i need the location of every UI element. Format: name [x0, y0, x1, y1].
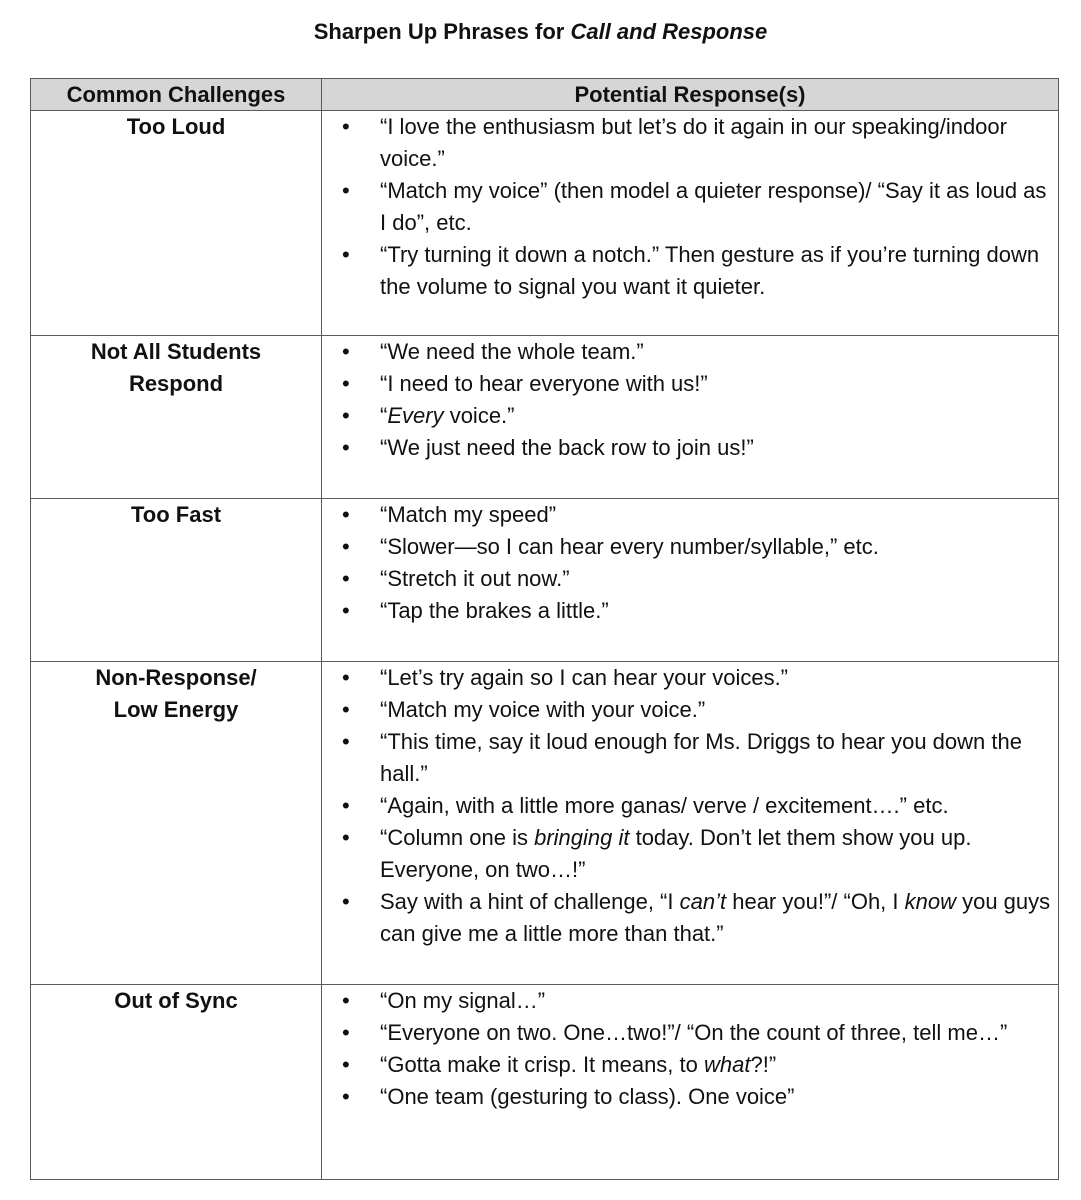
response-list: [322, 499, 1058, 627]
response-text: “Tap the brakes a little.”: [380, 598, 609, 623]
table-row: [31, 662, 1059, 985]
challenge-label: Out of Sync: [114, 988, 238, 1013]
response-text: “Slower—so I can hear every number/syllable,” etc.: [380, 534, 879, 559]
challenge-label: Too Fast: [130, 502, 222, 527]
response-item: [322, 499, 1058, 531]
table-row: [31, 336, 1059, 499]
column-header-responses: Potential Response(s): [322, 79, 1059, 111]
responses-cell: [322, 985, 1059, 1180]
response-item: [322, 111, 1058, 175]
response-item: [322, 790, 1058, 822]
responses-cell: [322, 111, 1059, 336]
response-text-italic: know: [904, 889, 956, 914]
response-list: [322, 662, 1058, 950]
table-row: [31, 111, 1059, 336]
responses-cell: [322, 499, 1059, 662]
challenge-label: Too Loud: [126, 114, 226, 139]
response-text: “: [380, 403, 388, 428]
response-text: “I need to hear everyone with us!”: [380, 371, 708, 396]
challenge-cell: [31, 662, 322, 985]
response-text: “Let’s try again so I can hear your voices.”: [380, 665, 789, 690]
response-text: you guys can give me a little more than that.”: [380, 889, 1051, 946]
response-text: “One team (gesturing to class). One voice”: [380, 1084, 795, 1109]
response-item: [322, 694, 1058, 726]
response-text: “Match my voice” (then model a quieter response)/ “Say it as loud as I do”, etc.: [380, 178, 1047, 235]
challenge-cell: [31, 499, 322, 662]
response-item: [322, 726, 1058, 790]
response-text-italic: Every: [387, 403, 444, 428]
response-text: “We just need the back row to join us!”: [380, 435, 754, 460]
responses-cell: [322, 662, 1059, 985]
challenge-cell: [31, 336, 322, 499]
challenge-label: Non-Response/: [95, 665, 257, 690]
challenges-table: [30, 78, 1059, 1180]
challenge-label: Not All Students: [90, 339, 262, 364]
response-item: [322, 531, 1058, 563]
response-item: [322, 886, 1058, 950]
response-text: “We need the whole team.”: [380, 339, 644, 364]
table-row: [31, 985, 1059, 1180]
response-text: Say with a hint of challenge, “I: [380, 889, 680, 914]
response-item: [322, 662, 1058, 694]
table-row: [31, 499, 1059, 662]
response-text: “Column one is: [380, 825, 535, 850]
response-text: “Gotta make it crisp. It means, to: [380, 1052, 704, 1077]
column-header-challenges: Common Challenges: [31, 79, 322, 111]
response-item: [322, 368, 1058, 400]
response-item: [322, 400, 1058, 432]
challenge-label: Low Energy: [113, 697, 239, 722]
response-item: [322, 595, 1058, 627]
challenge-cell: [31, 985, 322, 1180]
title-prefix: Sharpen Up Phrases for: [313, 19, 571, 44]
response-text: “This time, say it loud enough for Ms. Driggs to hear you down the hall.”: [380, 729, 1022, 786]
response-text: “I love the enthusiasm but let’s do it again in our speaking/indoor voice.”: [380, 114, 1007, 171]
response-item: [322, 432, 1058, 464]
response-text: today. Don’t let them show you up. Everyone, on two…!”: [380, 825, 972, 882]
response-item: [322, 1049, 1058, 1081]
document-title: [0, 17, 1081, 47]
response-text: “Everyone on two. One…two!”/ “On the count of three, tell me…”: [380, 1020, 1008, 1045]
response-item: [322, 175, 1058, 239]
title-italic: Call and Response: [570, 19, 768, 44]
response-text: voice.”: [443, 403, 515, 428]
header-row: [31, 79, 1059, 111]
response-list: [322, 985, 1058, 1113]
response-text: “Again, with a little more ganas/ verve / excitement….” etc.: [380, 793, 949, 818]
challenge-cell: [31, 111, 322, 336]
response-list: [322, 111, 1058, 303]
response-text: “Match my voice with your voice.”: [380, 697, 706, 722]
response-item: [322, 239, 1058, 303]
response-item: [322, 1017, 1058, 1049]
responses-cell: [322, 336, 1059, 499]
response-item: [322, 1081, 1058, 1113]
table-body: [31, 111, 1059, 1180]
response-text: “On my signal…”: [380, 988, 546, 1013]
response-item: [322, 336, 1058, 368]
response-item: [322, 985, 1058, 1017]
response-text: “Try turning it down a notch.” Then gesture as if you’re turning down the volume to signal you want it quieter.: [380, 242, 1040, 299]
challenge-label: Respond: [128, 371, 224, 396]
response-text-italic: bringing it: [534, 825, 630, 850]
response-item: [322, 822, 1058, 886]
response-text: ?!”: [750, 1052, 777, 1077]
response-text: hear you!”/ “Oh, I: [726, 889, 905, 914]
response-text: “Match my speed”: [380, 502, 557, 527]
response-list: [322, 336, 1058, 464]
response-text-italic: what: [704, 1052, 751, 1077]
response-item: [322, 563, 1058, 595]
response-text-italic: can’t: [679, 889, 727, 914]
response-text: “Stretch it out now.”: [380, 566, 570, 591]
